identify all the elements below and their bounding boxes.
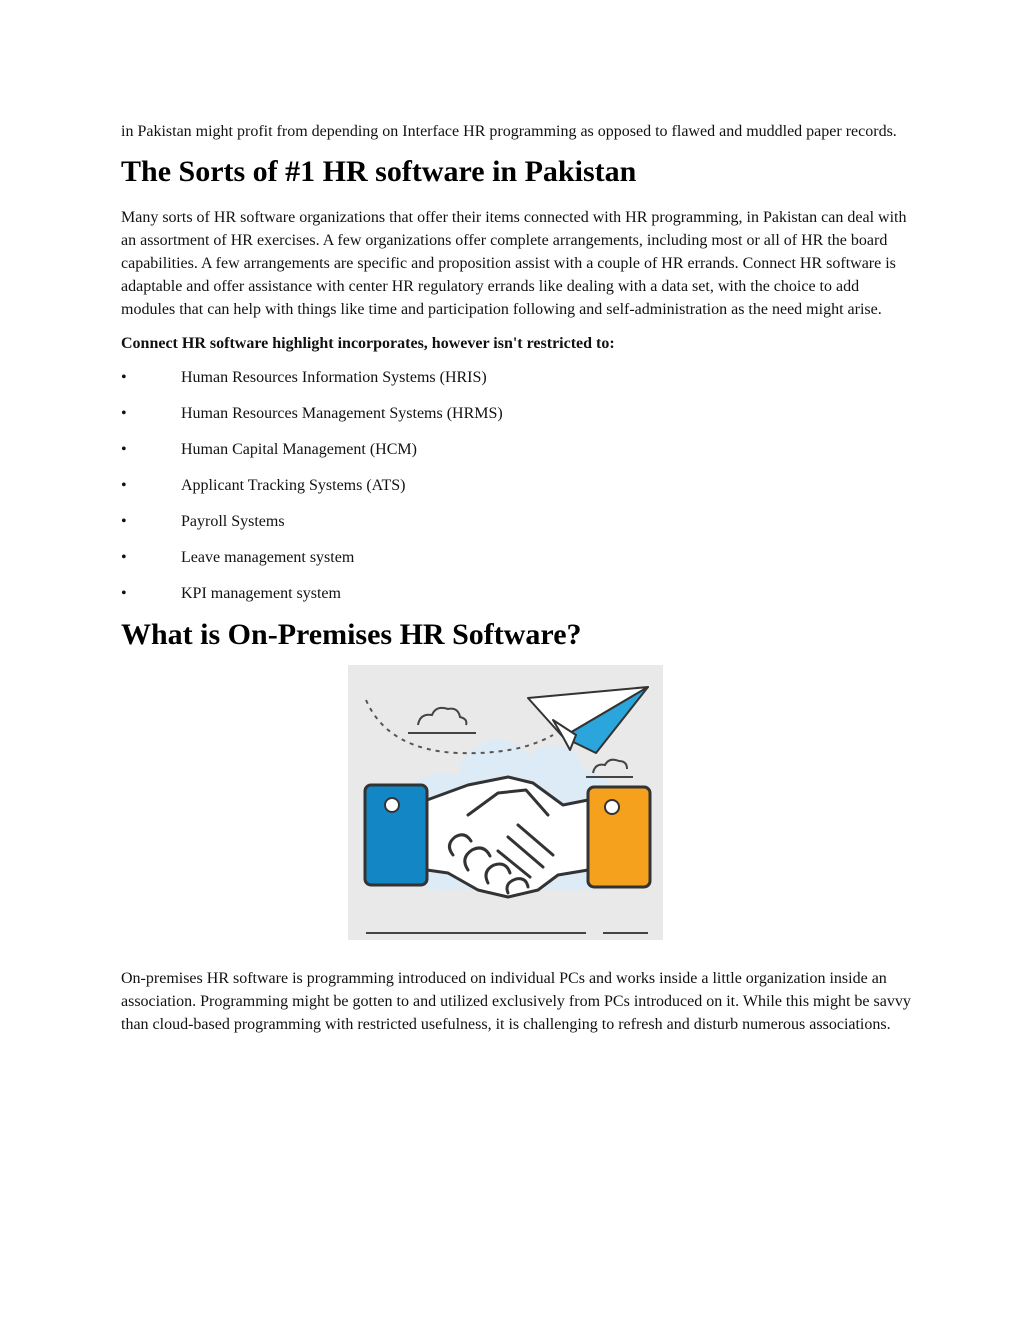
list-item: • Human Resources Management Systems (HRMS) [121, 402, 911, 425]
list-item: • Human Capital Management (HCM) [121, 438, 911, 461]
on-premises-paragraph: On-premises HR software is programming introduced on individual PCs and works inside a little organization inside an association. Programming might be gotten to and utilized exclusively from PCs introduced on it. While this might be savvy than cloud-based programming with restricted usefulness, it is challenging to refresh and disturb numerous associations. [121, 970, 911, 1033]
sorts-paragraph: Many sorts of HR software organizations that offer their items connected with HR programming, in Pakistan can deal with an assortment of HR exercises. A few organizations offer complete arrangements, including most or all of HR the board capabilities. A few arrangements are specific and proposition assist with a couple of HR errands. Connect HR software is adaptable and offer assistance with center HR regulatory errands like dealing with a data set, with the choice to add modules that can help with things like time and participation following and self-administration as the need might arise. [121, 209, 907, 318]
handshake-illustration [348, 665, 663, 940]
bullet-icon: • [121, 549, 127, 566]
features-list [121, 366, 911, 605]
section-heading-on-premises: What is On-Premises HR Software? [121, 618, 582, 651]
bullet-icon: • [121, 585, 127, 602]
bullet-icon: • [121, 477, 127, 494]
bullet-icon: • [121, 441, 127, 458]
bullet-icon: • [121, 405, 127, 422]
document-page [121, 120, 911, 1036]
bullet-icon: • [121, 369, 127, 386]
bullet-icon: • [121, 513, 127, 530]
list-item: • KPI management system [121, 582, 911, 605]
list-item: • Applicant Tracking Systems (ATS) [121, 474, 911, 497]
list-item: • Human Resources Information Systems (HRIS) [121, 366, 911, 389]
features-lead: Connect HR software highlight incorporates, however isn't restricted to: [121, 335, 615, 352]
illustration-figure [121, 665, 911, 945]
list-item: • Payroll Systems [121, 510, 911, 533]
intro-paragraph: in Pakistan might profit from depending on Interface HR programming as opposed to flawed and muddled paper records. [121, 123, 897, 140]
orange-cuff [588, 787, 650, 887]
blue-cuff [365, 785, 427, 885]
section-heading-sorts: The Sorts of #1 HR software in Pakistan [121, 155, 637, 188]
list-item: • Leave management system [121, 546, 911, 569]
